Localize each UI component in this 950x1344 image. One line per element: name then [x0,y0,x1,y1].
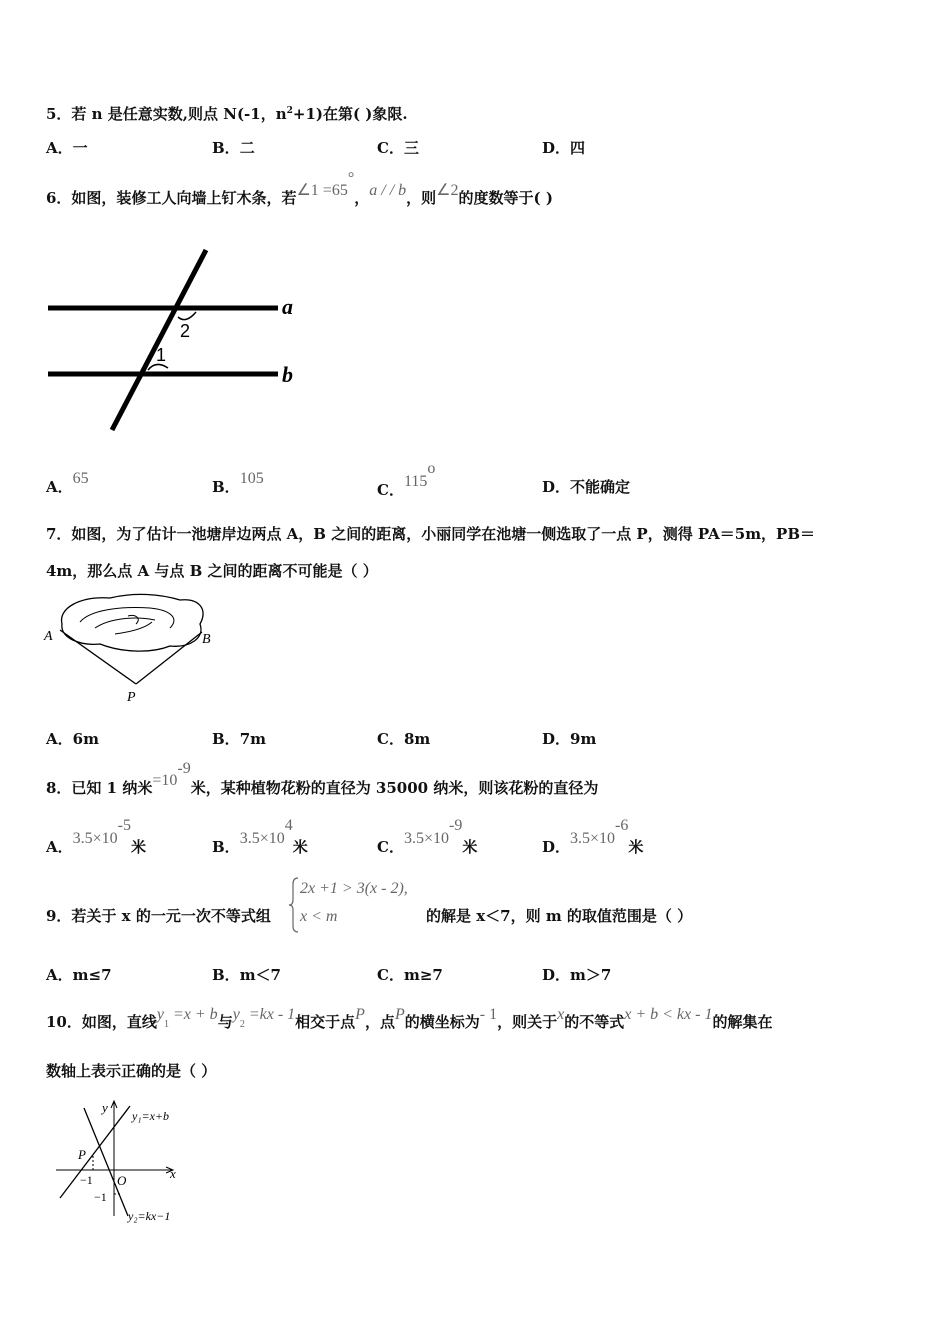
pond-ripple-1 [80,608,174,628]
q7-option-c[interactable]: C．8m [377,730,431,748]
q8-option-a[interactable]: A．$3.5\times 10^{-5}$米 [46,817,147,856]
label-b: b [282,362,293,387]
label-y: y [102,1100,108,1115]
label-y1: y₁=x+b [132,1109,170,1123]
q8-option-d[interactable]: D．$3.5\times 10^{-6}$米 [542,817,644,856]
q9-option-a[interactable]: A．m≤7 [46,966,112,984]
q5-option-b[interactable]: B．二 [212,139,255,157]
pond-ripple-4 [128,615,138,624]
label-a: A [44,629,53,644]
q7-stem-line2: 4m，那么点 A 与点 B 之间的距离不可能是（ ） [46,562,378,580]
transversal [112,250,206,430]
q8-option-c[interactable]: C．$3.5\times 10^{-9}$米 [377,817,478,856]
segment-pb [136,632,202,684]
pond-outline [62,594,204,651]
label-y2: y₂=kx−1 [128,1209,171,1223]
label-a: a [282,294,293,319]
q5-stem: 5．若 n 是任意实数,则点 N(-1，$n^2+1$)在第( )象限. [46,105,408,123]
pond-ripple-2 [95,618,155,628]
q8-stem: 8．已知 1 纳米$=10^{-9}$米，某种植物花粉的直径为 35000 纳米，则该花粉的直径为 [46,760,599,797]
q10-stem-line1: 10．如图，直线$y_1 =x + b$与$y_2 =kx - 1$相交于点P，点P的横坐标为- 1，则关于x的不等式x + b < kx - 1的解集在 [46,1006,773,1031]
q9-option-c[interactable]: C．m≥7 [377,966,443,984]
q6-figure [40,240,310,435]
q7-option-d[interactable]: D．9m [542,730,597,748]
label-neg1-x: −1 [80,1173,93,1187]
label-p: P [127,690,136,705]
q7-option-b[interactable]: B．7m [212,730,266,748]
label-b: B [202,632,211,647]
q5-option-d[interactable]: D．四 [542,139,586,157]
q6-stem: 6．如图，装修工人向墙上钉木条，若∠1 =65°，a / / b，则∠2的度数等于( ) [46,170,553,207]
pond-ripple-3 [115,622,152,634]
q9-stem-a: 9．若关于 x 的一元一次不等式组 [46,907,271,925]
q7-figure [40,588,230,708]
q7-stem-line1: 7．如图，为了估计一池塘岸边两点 A，B 之间的距离，小丽同学在池塘一侧选取了一点 P，测得 PA＝5m，PB＝ [46,525,816,543]
angle-2-arc [178,312,196,320]
label-x: x [170,1166,176,1181]
q6-option-d[interactable]: D．不能确定 [542,478,631,496]
label-neg1-y: −1 [94,1190,107,1204]
q9-option-b[interactable]: B．m＜7 [212,966,281,984]
q10-figure [50,1098,200,1228]
q9-inequality-2: x < m [300,908,338,925]
q5-option-c[interactable]: C．三 [377,139,419,157]
label-p: P [78,1147,86,1162]
q9-inequality-1: 2x +1 > 3(x - 2), [300,880,408,897]
label-1: 1 [156,345,167,365]
label-2: 2 [180,321,191,341]
q9-option-d[interactable]: D．m＞7 [542,966,612,984]
segment-pa [60,630,136,684]
label-o: O [117,1173,127,1188]
q10-stem-line2: 数轴上表示正确的是（ ） [46,1062,217,1080]
q6-option-b[interactable]: B．105 [212,470,264,496]
q7-option-a[interactable]: A．6m [46,730,99,748]
q5-option-a[interactable]: A．一 [46,139,88,157]
q8-option-b[interactable]: B．$3.5\times 10^4$米 [212,817,308,856]
q6-option-c[interactable]: C．115$^o$ [377,460,436,499]
q9-stem-b: 的解是 x＜7，则 m 的取值范围是（ ） [426,907,693,925]
q6-option-a[interactable]: A．65 [46,470,89,496]
angle-1-arc [148,364,168,370]
